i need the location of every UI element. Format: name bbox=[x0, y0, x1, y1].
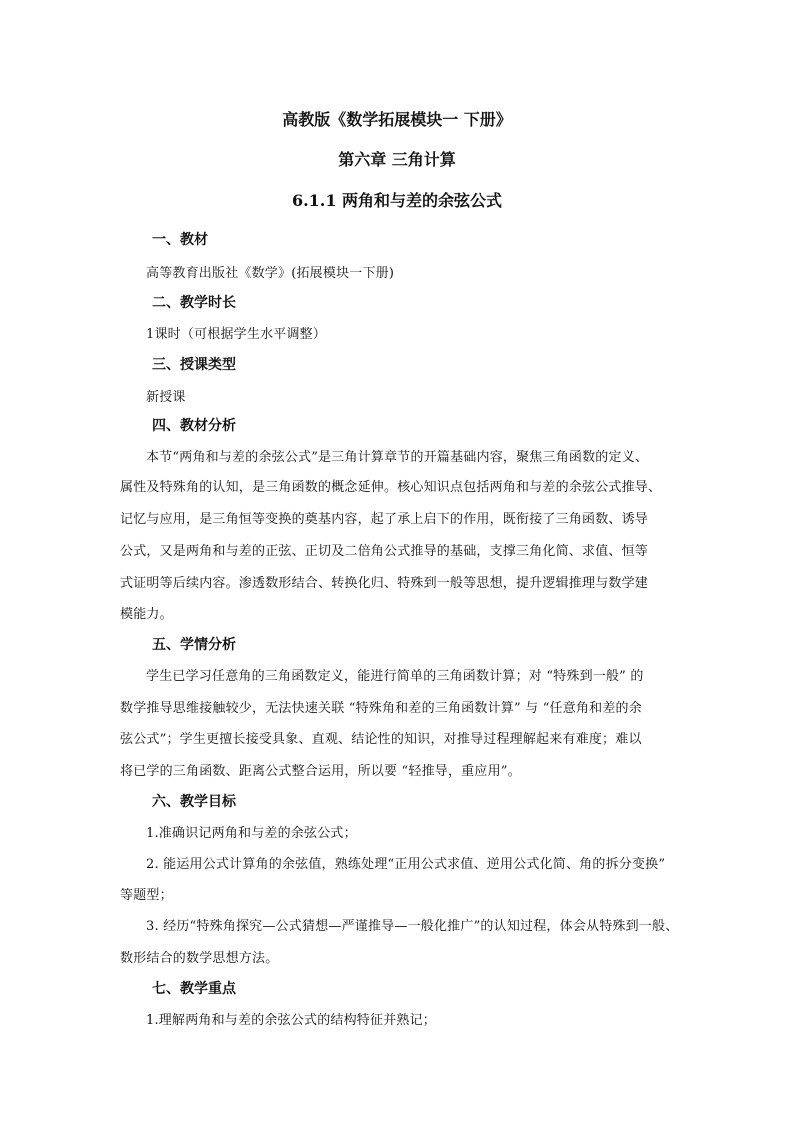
heading-student-analysis: 五、学情分析 bbox=[152, 637, 236, 653]
material-analysis-line: 模能力。 bbox=[120, 607, 173, 622]
student-analysis-line: 数学推导思维接触较少，无法快速关联 “特殊角和差的三角函数计算” 与 “任意角和差的余 bbox=[120, 701, 642, 716]
heading-material-analysis: 四、教材分析 bbox=[152, 418, 236, 434]
student-analysis-line: 学生已学习任意角的三角函数定义，能进行简单的三角函数计算；对 “特殊到一般” 的 bbox=[146, 669, 644, 684]
teaching-goal-line: 等题型； bbox=[120, 888, 173, 903]
material-analysis-line: 记忆与应用，是三角恒等变换的奠基内容，起了承上启下的作用，既衔接了三角函数、诱导 bbox=[120, 512, 649, 527]
heading-lesson-type: 三、授课类型 bbox=[152, 357, 236, 373]
textbook-text: 高等教育出版社《数学》(拓展模块一下册) bbox=[146, 266, 395, 281]
heading-textbook: 一、教材 bbox=[152, 232, 208, 248]
heading-teaching-focus: 七、教学重点 bbox=[152, 981, 236, 997]
teaching-goal-line: 2. 能运用公式计算角的余弦值，熟练处理“正用公式求值、逆用公式化简、角的拆分变换” bbox=[146, 857, 666, 872]
heading-teaching-goals: 六、教学目标 bbox=[152, 794, 236, 810]
material-analysis-line: 本节“两角和与差的余弦公式”是三角计算章节的开篇基础内容，聚焦三角函数的定义、 bbox=[146, 450, 649, 465]
section-title: 6.1.1 两角和与差的余弦公式 bbox=[291, 191, 503, 210]
teaching-goal-line: 数形结合的数学思想方法。 bbox=[120, 951, 279, 966]
book-title: 高教版《数学拓展模块一 下册》 bbox=[282, 110, 512, 129]
material-analysis-line: 式证明等后续内容。渗透数形结合、转换化归、特殊到一般等思想，提升逻辑推理与数学建 bbox=[120, 576, 649, 591]
chapter-title: 第六章 三角计算 bbox=[338, 150, 456, 169]
student-analysis-line: 将已学的三角函数、距离公式整合运用，所以要 “轻推导，重应用”。 bbox=[120, 764, 521, 779]
duration-text: 1课时（可根据学生水平调整） bbox=[146, 327, 327, 342]
student-analysis-line: 弦公式”；学生更擅长接受具象、直观、结论性的知识，对推导过程理解起来有难度；难以 bbox=[120, 732, 642, 747]
heading-duration: 二、教学时长 bbox=[152, 295, 236, 311]
teaching-focus-line: 1.理解两角和与差的余弦公式的结构特征并熟记； bbox=[146, 1013, 437, 1028]
teaching-goal-line: 3. 经历“特殊角探究—公式猜想—严谨推导—一般化推广”的认知过程，体会从特殊到一般、 bbox=[146, 919, 679, 934]
teaching-goal-line: 1.准确识记两角和与差的余弦公式； bbox=[146, 826, 357, 841]
material-analysis-line: 属性及特殊角的认知，是三角函数的概念延伸。核心知识点包括两角和与差的余弦公式推导、 bbox=[120, 480, 662, 495]
material-analysis-line: 公式，又是两角和与差的正弦、正切及二倍角公式推导的基础，支撑三角化简、求值、恒等 bbox=[120, 544, 649, 559]
lesson-type-text: 新授课 bbox=[146, 390, 186, 405]
